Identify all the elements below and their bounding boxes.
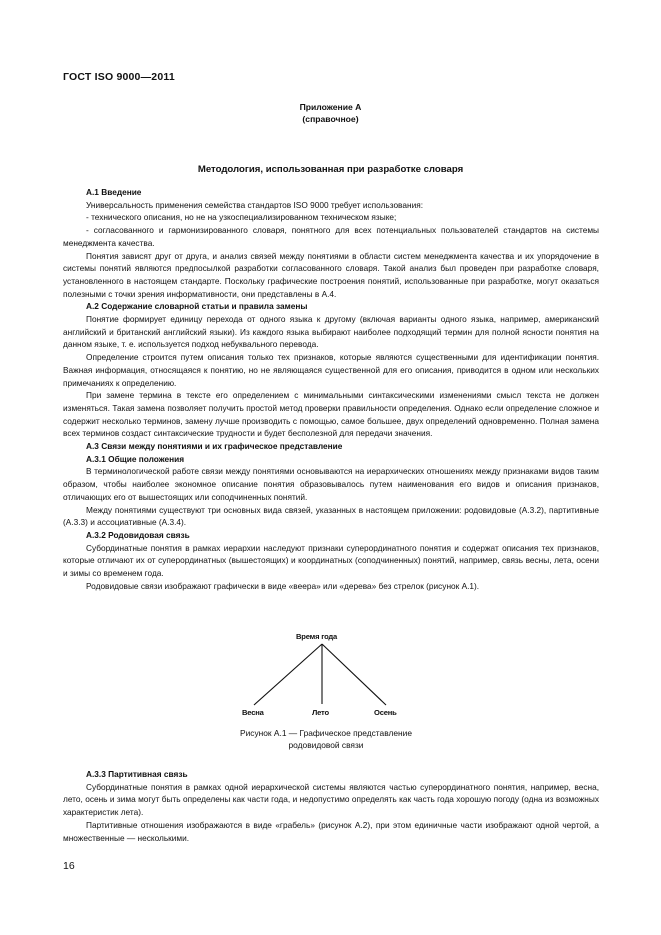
heading-a1: А.1 Введение xyxy=(86,187,142,197)
figure-generic-relation xyxy=(236,632,416,724)
heading-a3: А.3 Связи между понятиями и их графическое представление xyxy=(86,441,343,452)
list-item-1: - технического описания, но не на узкоспециализированном техническом языке; xyxy=(86,212,397,223)
paragraph-a33-2: Партитивные отношения изображаются в виде «грабель» (рисунок А.2), при этом единичные части изображают одной чертой, а множественные — несколькими. xyxy=(63,819,599,843)
heading-a33: А.3.3 Партитивная связь xyxy=(86,769,188,779)
heading-a31: А.3.1 Общие положения xyxy=(86,453,185,464)
paragraph-a1-1: Универсальность применения семейства стандартов ISO 9000 требует использования: xyxy=(86,199,424,210)
fan-line-right xyxy=(322,644,386,705)
paragraph-a2-2: Определение строится путем описания только тех признаков, которые являются существенными для идентификации понятия. Важная информация, относящаяся к понятию, но не являющаяся существенной для его описания, приводится в одном или нескольких примечаниях к определению. xyxy=(63,352,599,388)
section-title: Методология, использованная при разработке словаря xyxy=(197,164,464,175)
page-number: 16 xyxy=(63,860,75,872)
node-autumn: Осень xyxy=(374,708,397,717)
paragraph-a1-2: Понятия зависят друг от друга, и анализ связей между понятиями в области систем менеджмента качества и их упорядочение в системы понятий являются предпосылкой разработки согласованного словаря. Такой анализ был проведен при разработке словаря, установленного в настоящем стандарте. Поскольку графические построения понятий, использованные при разработке, могут оказаться полезными с точки зрения информативности, они представлены в А.4. xyxy=(63,250,599,299)
node-spring: Весна xyxy=(242,708,264,717)
figure-caption: Рисунок А.1 — Графическое представление родовидовой связи xyxy=(240,728,412,750)
fan-line-left xyxy=(254,644,322,705)
node-summer: Лето xyxy=(312,708,329,717)
list-item-2: - согласованного и гармонизированного словаря, понятного для всех потенциальных пользователей стандартов на системы менеджмента качества. xyxy=(63,225,599,248)
paragraph-a31-1: В терминологической работе связи между понятиями основываются на иерархических отношениях между признаками видов таким образом, чтобы наиболее экономное описание понятия образовывалось путем наименования его видов и описания признаков, отличающих его от вышестоящих или соподчиненных понятий. xyxy=(63,466,599,502)
paragraph-a32-2: Родовидовые связи изображают графически в виде «веера» или «дерева» без стрелок (рисунок А.1). xyxy=(86,580,480,591)
paragraph-a32-1: Субординатные понятия в рамках иерархии наследуют признаки суперординатного понятия и содержат описания тех признаков, которые отличают их от суперординатных (вышестоящих) и координатных (соподчиненных) понятий, например, связь весны, лета, осени и зимы со временем года. xyxy=(63,542,599,579)
paragraph-a31-2: Между понятиями существуют три основных вида связей, указанных в настоящем приложении: родовидовые (А.3.2), партитивные (А.3.3) и ассоциативные (А.3.4). xyxy=(63,504,599,528)
heading-a32: А.3.2 Родовидовая связь xyxy=(86,529,190,540)
paragraph-a33-1: Субординатные понятия в рамках одной иерархической системы являются частью суперординатного понятия, например, весна, лето, осень и зима могут быть определены как части года, и недопустимо определять как часть года хорошую погоду (одна из возможных характеристик лета). xyxy=(63,781,599,818)
annex-kind: (справочное) xyxy=(302,114,359,124)
paragraph-a2-1: Понятие формирует единицу перехода от одного языка к другому (включая варианты одного языка, например, американский английский и британский английский языки). Из каждого языка выбирают наиболее подходящий термин для полной ясности понятия на данном языке, т. е. используется подход небуквального перевода. xyxy=(63,314,599,350)
node-root: Время года xyxy=(296,632,338,641)
text-block-main xyxy=(63,186,599,593)
paragraph-a2-3: При замене термина в тексте его определением с минимальными синтаксическими изменениями смысл текста не должен изменяться. Такая замена позволяет получить простой метод проверки правильности определения. Однако если определение сложное и содержит несколько терминов, замену лучше производить с помощью, самое большее, двух определений одновременно. Полная замена всех терминов создаст синтаксические трудности и будет бесполезной для передачи значения. xyxy=(63,390,599,439)
heading-a2: А.2 Содержание словарной статьи и правила замены xyxy=(86,301,308,312)
annex-title: Приложение А xyxy=(299,102,362,112)
text-block-bottom xyxy=(63,768,599,844)
standard-header: ГОСТ ISO 9000—2011 xyxy=(63,71,175,83)
